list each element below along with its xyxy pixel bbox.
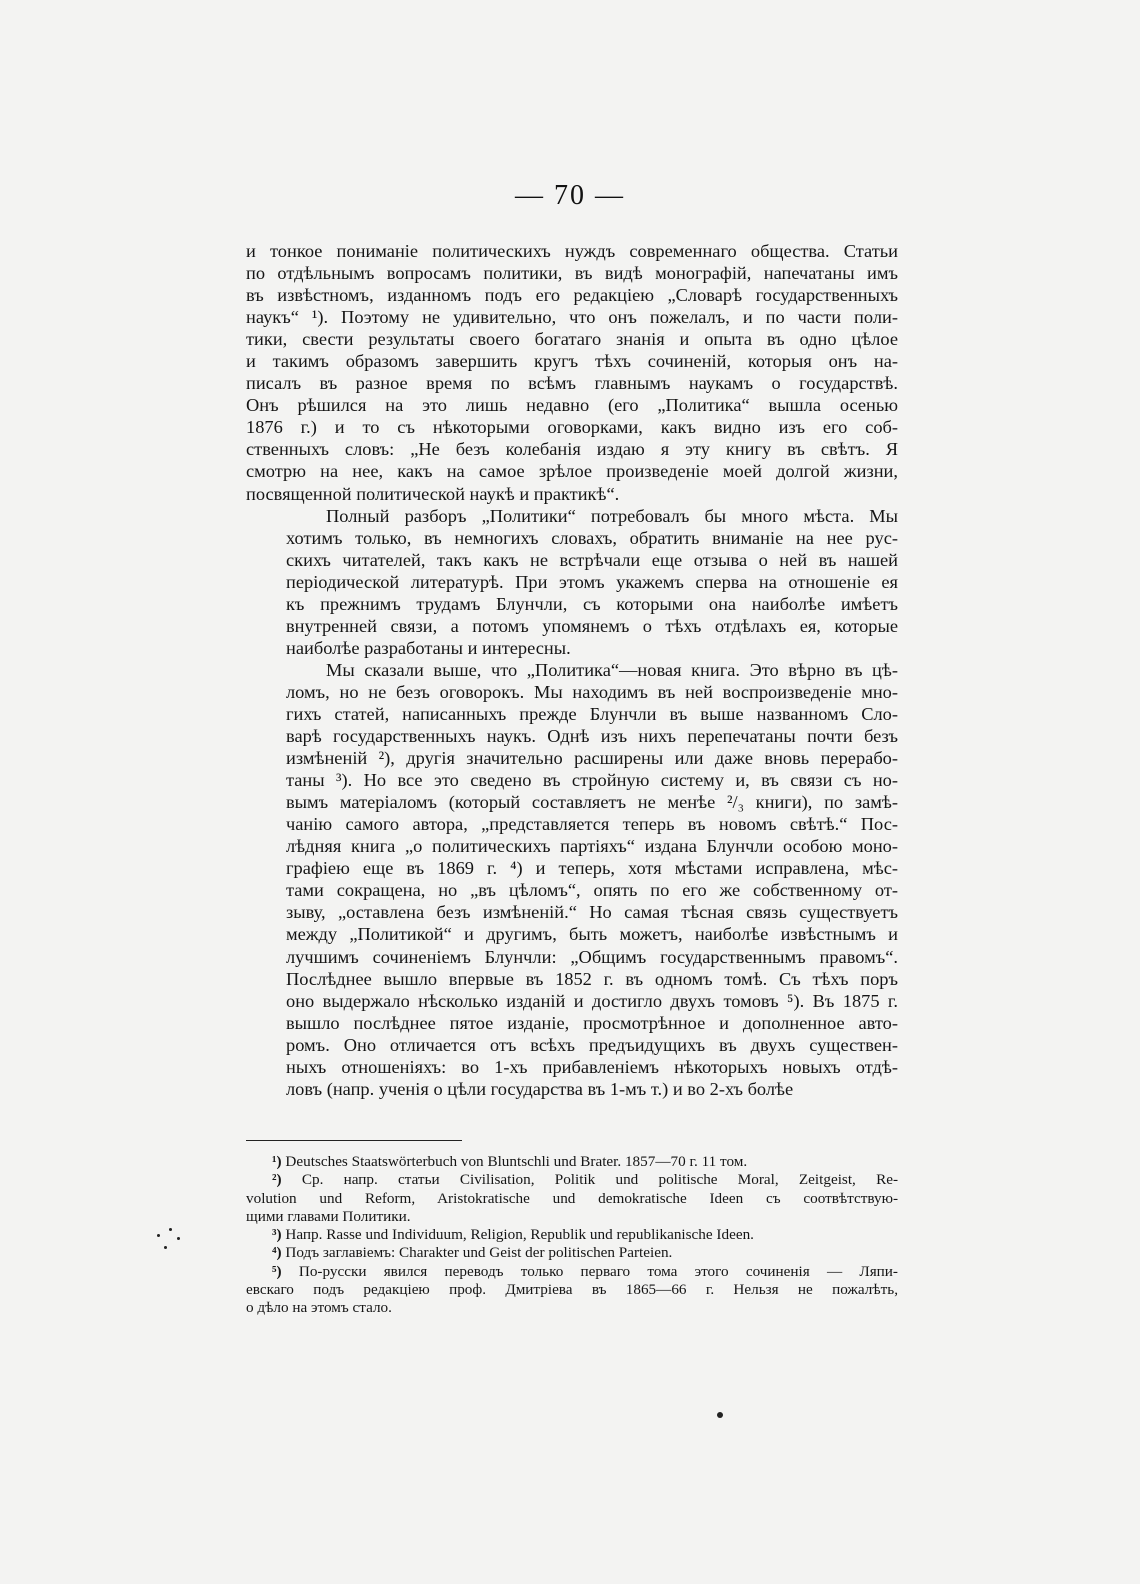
footnotes <box>246 1153 898 1318</box>
text-line: писалъ въ разное время по всѣмъ главнымъ наукамъ о государствѣ. <box>246 373 898 394</box>
margin-specks <box>155 1228 185 1258</box>
text-line: таны ³). Но все это сведено въ стройную систему и, въ связи съ но- <box>286 770 898 791</box>
footnote-line <box>246 1153 898 1171</box>
footnote-text: Ср. напр. статьи Civilisation, Politik und politische Moral, Zeitgeist, Re- <box>301 1171 898 1189</box>
text-line: оно выдержало нѣсколько изданій и достигло двухъ томовъ ⁵). Въ 1875 г. <box>286 990 898 1011</box>
text-line: ловъ (напр. ученія о цѣли государства въ 1-мъ т.) и во 2-хъ болѣе <box>286 1078 794 1099</box>
text-line: къ прежнимъ трудамъ Блунчли, съ которыми она наиболѣе имѣетъ <box>286 593 898 614</box>
footnote-line: о дѣло на этомъ стало. <box>246 1299 392 1317</box>
body-text <box>246 240 898 1100</box>
footnote-mark: ²) <box>272 1171 282 1189</box>
text-line: Полный разборъ „Политики“ потребовалъ бы много мѣста. Мы <box>326 505 898 526</box>
text-line: вышло послѣднее пятое изданіе, просмотрѣнное и дополненное авто- <box>286 1012 898 1033</box>
text-line: между „Политикой“ и другимъ, быть можетъ, наиболѣе извѣстнымъ и <box>286 924 898 945</box>
footnote-text: По-русски явился переводъ только перваго тома этого сочиненія — Ляпи- <box>298 1262 898 1280</box>
footnote-line: volution und Reform, Aristokratische und demokratische Ideen съ соотвѣтствую- <box>246 1189 898 1207</box>
text-line: ныхъ отношеніяхъ: во 1-хъ прибавленіемъ нѣкоторыхъ новыхъ отдѣ- <box>286 1056 898 1077</box>
footnote-mark: ¹) <box>272 1153 282 1170</box>
text-line: ломъ, но не безъ оговорокъ. Мы находимъ въ ней воспроизведеніе мно- <box>286 681 898 702</box>
text-line: ромъ. Оно отличается отъ всѣхъ предъидущихъ въ двухъ существен- <box>286 1034 898 1055</box>
footnote-line <box>246 1263 898 1281</box>
text-line: графіею еще въ 1869 г. ⁴) и теперь, хотя мѣстами исправлена, мѣс- <box>286 858 898 879</box>
text-line: и тонкое пониманіе политическихъ нуждъ современнаго общества. Статьи <box>246 241 898 261</box>
footnote-text: Напр. Rasse und Individuum, Religion, Republik und republikanische Ideen. <box>285 1226 754 1244</box>
text-line: лучшимъ сочиненіемъ Блунчли: „Общимъ государственнымъ правомъ“. <box>286 946 898 967</box>
text-line: тики, свести результаты своего богатаго знанія и опыта въ одно цѣлое <box>246 329 898 350</box>
footnote <box>246 1226 898 1244</box>
footnote-line <box>246 1226 898 1244</box>
text-line: посвященной политической наукѣ и практикѣ“. <box>246 483 620 504</box>
text-line: Мы сказали выше, что „Политика“—новая книга. Это вѣрно въ цѣ- <box>326 659 898 680</box>
footnote-text: Deutsches Staatswörterbuch von Bluntschli und Brater. 1857—70 г. 11 том. <box>285 1153 748 1170</box>
footnote-text: Подъ заглавіемъ: Charakter und Geist der politischen Parteien. <box>285 1244 673 1262</box>
text-line: въ извѣстномъ, изданномъ подъ его редакціею „Словарѣ государственныхъ <box>246 285 898 306</box>
text-line: смотрю на нее, какъ на самое зрѣлое произведеніе моей долгой жизни, <box>246 461 898 482</box>
ink-dot <box>717 1412 723 1418</box>
footnote-mark: ⁴) <box>272 1244 282 1262</box>
footnote-line <box>246 1244 898 1262</box>
text-line: лѣдняя книга „о политическихъ партіяхъ“ издана Блунчли особою моно- <box>286 836 898 857</box>
text-line: Послѣднее вышло впервые въ 1852 г. въ одномъ томѣ. Съ тѣхъ поръ <box>286 968 898 989</box>
text-line: періодической литературѣ. При этомъ укажемъ сперва на отношеніе ея <box>286 571 898 592</box>
footnote-line <box>246 1171 898 1189</box>
text-line: тами сокращена, но „въ цѣломъ“, опять по его же собственному от- <box>286 880 898 901</box>
text-line: вымъ матеріаломъ (который составляетъ не менѣе ²/₃ книги), по замѣ- <box>286 792 898 813</box>
footnote-line: евскаго подъ редакціею проф. Дмитріева въ 1865—66 г. Нельзя не пожалѣть, <box>246 1281 898 1299</box>
footnote-divider <box>246 1140 462 1141</box>
page-number: — 70 — <box>515 180 625 211</box>
text-line: и такимъ образомъ завершить кругъ тѣхъ сочиненій, которыя онъ на- <box>246 351 898 372</box>
text-line: гихъ статей, написанныхъ прежде Блунчли въ выше названномъ Сло- <box>286 703 898 724</box>
text-line: внутренней связи, а потомъ упомянемъ о тѣхъ отдѣлахъ ея, которые <box>286 615 898 636</box>
footnote-mark: ⁵) <box>272 1262 282 1280</box>
footnote <box>246 1263 898 1318</box>
text-line: наукъ“ ¹). Поэтому не удивительно, что онъ пожелалъ, и по части поли- <box>246 307 898 328</box>
text-line: Онъ рѣшился на это лишь недавно (его „Политика“ вышла осенью <box>246 395 898 416</box>
text-line: наиболѣе разработаны и интересны. <box>286 637 571 658</box>
text-line: скихъ читателей, такъ какъ не встрѣчали еще отзыва о ней въ нашей <box>286 549 898 570</box>
text-line: варѣ государственныхъ наукъ. Однѣ изъ нихъ перепечатаны почти безъ <box>286 726 898 747</box>
footnote <box>246 1153 898 1171</box>
text-line: зыву, „оставлена безъ измѣненій.“ Но самая тѣсная связь существуетъ <box>286 902 898 923</box>
text-line: измѣненій ²), другія значительно расширены или даже вновь перерабо- <box>286 748 898 769</box>
footnote <box>246 1244 898 1262</box>
footnote-line: щими главами Политики. <box>246 1207 411 1225</box>
text-line: ственныхъ словъ: „Не безъ колебанія издаю я эту книгу въ свѣтъ. Я <box>246 439 898 460</box>
paragraph <box>246 240 898 505</box>
paragraph <box>246 659 898 1100</box>
paragraph <box>246 505 898 659</box>
text-line: хотимъ только, въ немногихъ словахъ, обратить вниманіе на нее рус- <box>286 527 898 548</box>
text-line: по отдѣльнымъ вопросамъ политики, въ видѣ монографій, напечатаны имъ <box>246 263 898 284</box>
footnote-mark: ³) <box>272 1226 282 1244</box>
text-line: чанію самого автора, „представляется теперь въ новомъ свѣтѣ.“ Пос- <box>286 814 898 835</box>
footnote <box>246 1171 898 1226</box>
text-line: 1876 г.) и то съ нѣкоторыми оговорками, какъ видно изъ его соб- <box>246 417 898 438</box>
